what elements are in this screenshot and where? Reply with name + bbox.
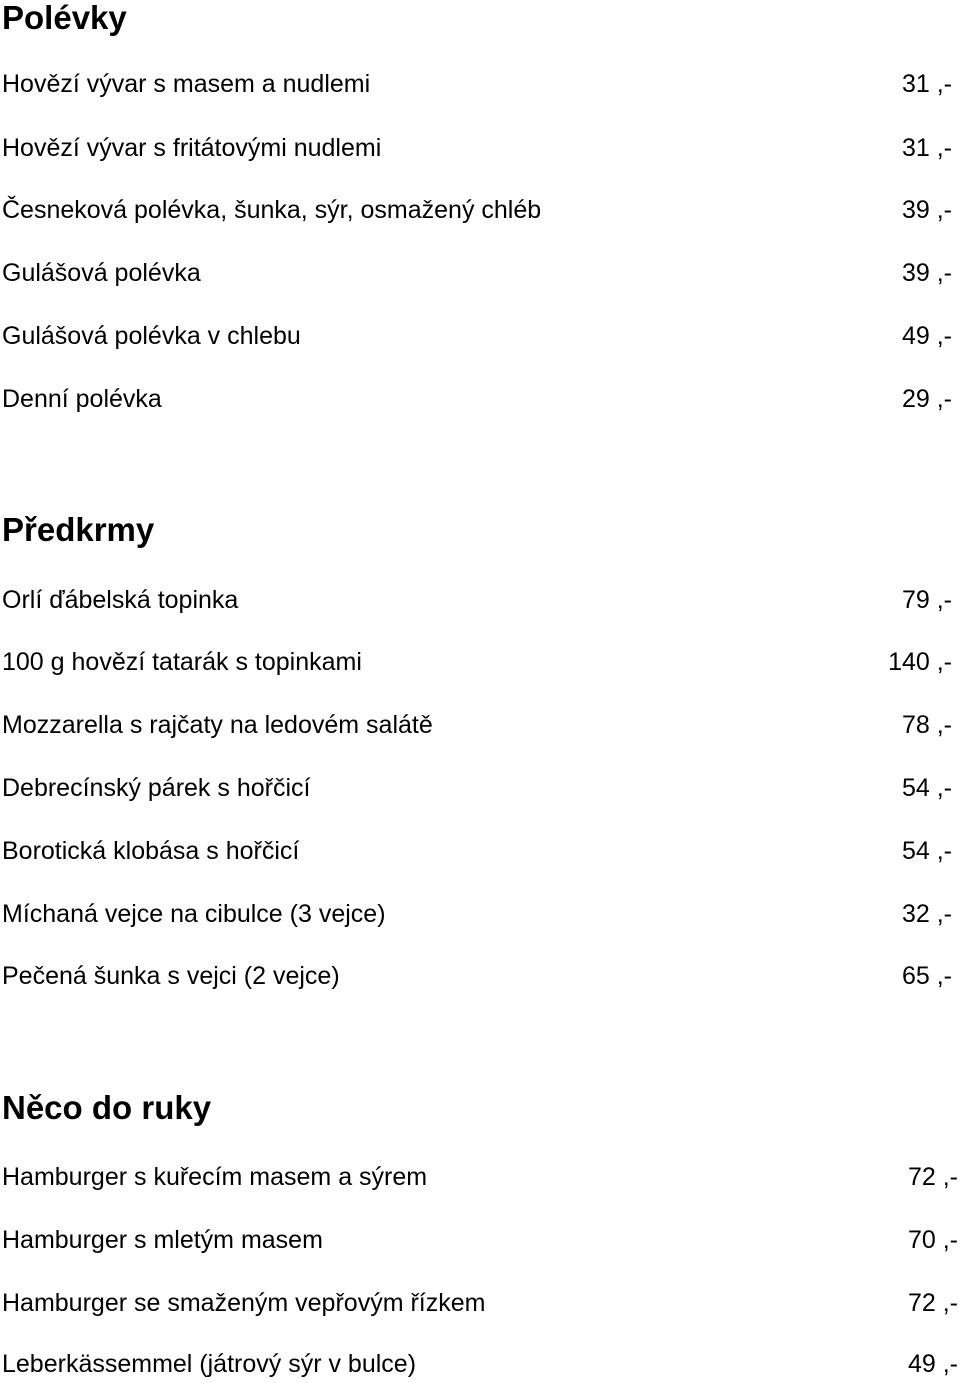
item-price: 29 ,- — [901, 385, 952, 413]
menu-item — [0, 645, 952, 679]
menu-item — [0, 67, 952, 101]
item-price: 49 ,- — [907, 1350, 958, 1378]
item-price: 32 ,- — [901, 900, 952, 928]
menu-item — [0, 382, 952, 416]
item-price: 72 ,- — [907, 1289, 958, 1317]
menu-item — [0, 708, 952, 742]
item-price: 70 ,- — [907, 1226, 958, 1254]
item-name: Borotická klobása s hořčicí — [2, 837, 300, 865]
item-name: 100 g hovězí tatarák s topinkami — [2, 648, 362, 676]
item-name: Orlí ďábelská topinka — [2, 586, 239, 614]
item-name: Hovězí vývar s fritátovými nudlemi — [2, 134, 382, 162]
menu-item — [0, 583, 952, 617]
item-price: 39 ,- — [901, 196, 952, 224]
menu-item — [0, 1160, 958, 1194]
item-price: 78 ,- — [901, 711, 952, 739]
item-price: 31 ,- — [901, 70, 952, 98]
item-name: Česneková polévka, šunka, sýr, osmažený chléb — [2, 196, 542, 224]
item-name: Mozzarella s rajčaty na ledovém salátě — [2, 711, 433, 739]
menu-item — [0, 897, 952, 931]
section-title-soups: Polévky — [2, 0, 127, 36]
item-name: Míchaná vejce na cibulce (3 vejce) — [2, 900, 386, 928]
item-name: Hamburger se smaženým vepřovým řízkem — [2, 1289, 486, 1317]
item-price: 39 ,- — [901, 259, 952, 287]
item-name: Hamburger s mletým masem — [2, 1226, 323, 1254]
menu-item — [0, 256, 952, 290]
item-price: 65 ,- — [901, 962, 952, 990]
menu-item — [0, 1347, 958, 1381]
item-price: 54 ,- — [901, 774, 952, 802]
item-price: 54 ,- — [901, 837, 952, 865]
item-name: Debrecínský párek s hořčicí — [2, 774, 311, 802]
menu-item — [0, 834, 952, 868]
section-title-starters: Předkrmy — [2, 511, 155, 548]
item-name: Denní polévka — [2, 385, 162, 413]
menu-item — [0, 319, 952, 353]
menu-item — [0, 1286, 958, 1320]
item-price: 72 ,- — [907, 1163, 958, 1191]
item-price: 49 ,- — [901, 322, 952, 350]
item-name: Hamburger s kuřecím masem a sýrem — [2, 1163, 428, 1191]
item-price: 140 ,- — [888, 648, 952, 676]
item-name: Gulášová polévka v chlebu — [2, 322, 301, 350]
menu-item — [0, 131, 952, 165]
item-name: Pečená šunka s vejci (2 vejce) — [2, 962, 340, 990]
menu-item — [0, 959, 952, 993]
item-name: Gulášová polévka — [2, 259, 201, 287]
menu-item — [0, 771, 952, 805]
item-price: 31 ,- — [901, 134, 952, 162]
menu-item — [0, 193, 952, 227]
menu-item — [0, 1223, 958, 1257]
item-price: 79 ,- — [901, 586, 952, 614]
item-name: Leberkässemmel (játrový sýr v bulce) — [2, 1350, 417, 1378]
item-name: Hovězí vývar s masem a nudlemi — [2, 70, 371, 98]
section-title-handhelds: Něco do ruky — [2, 1089, 212, 1126]
